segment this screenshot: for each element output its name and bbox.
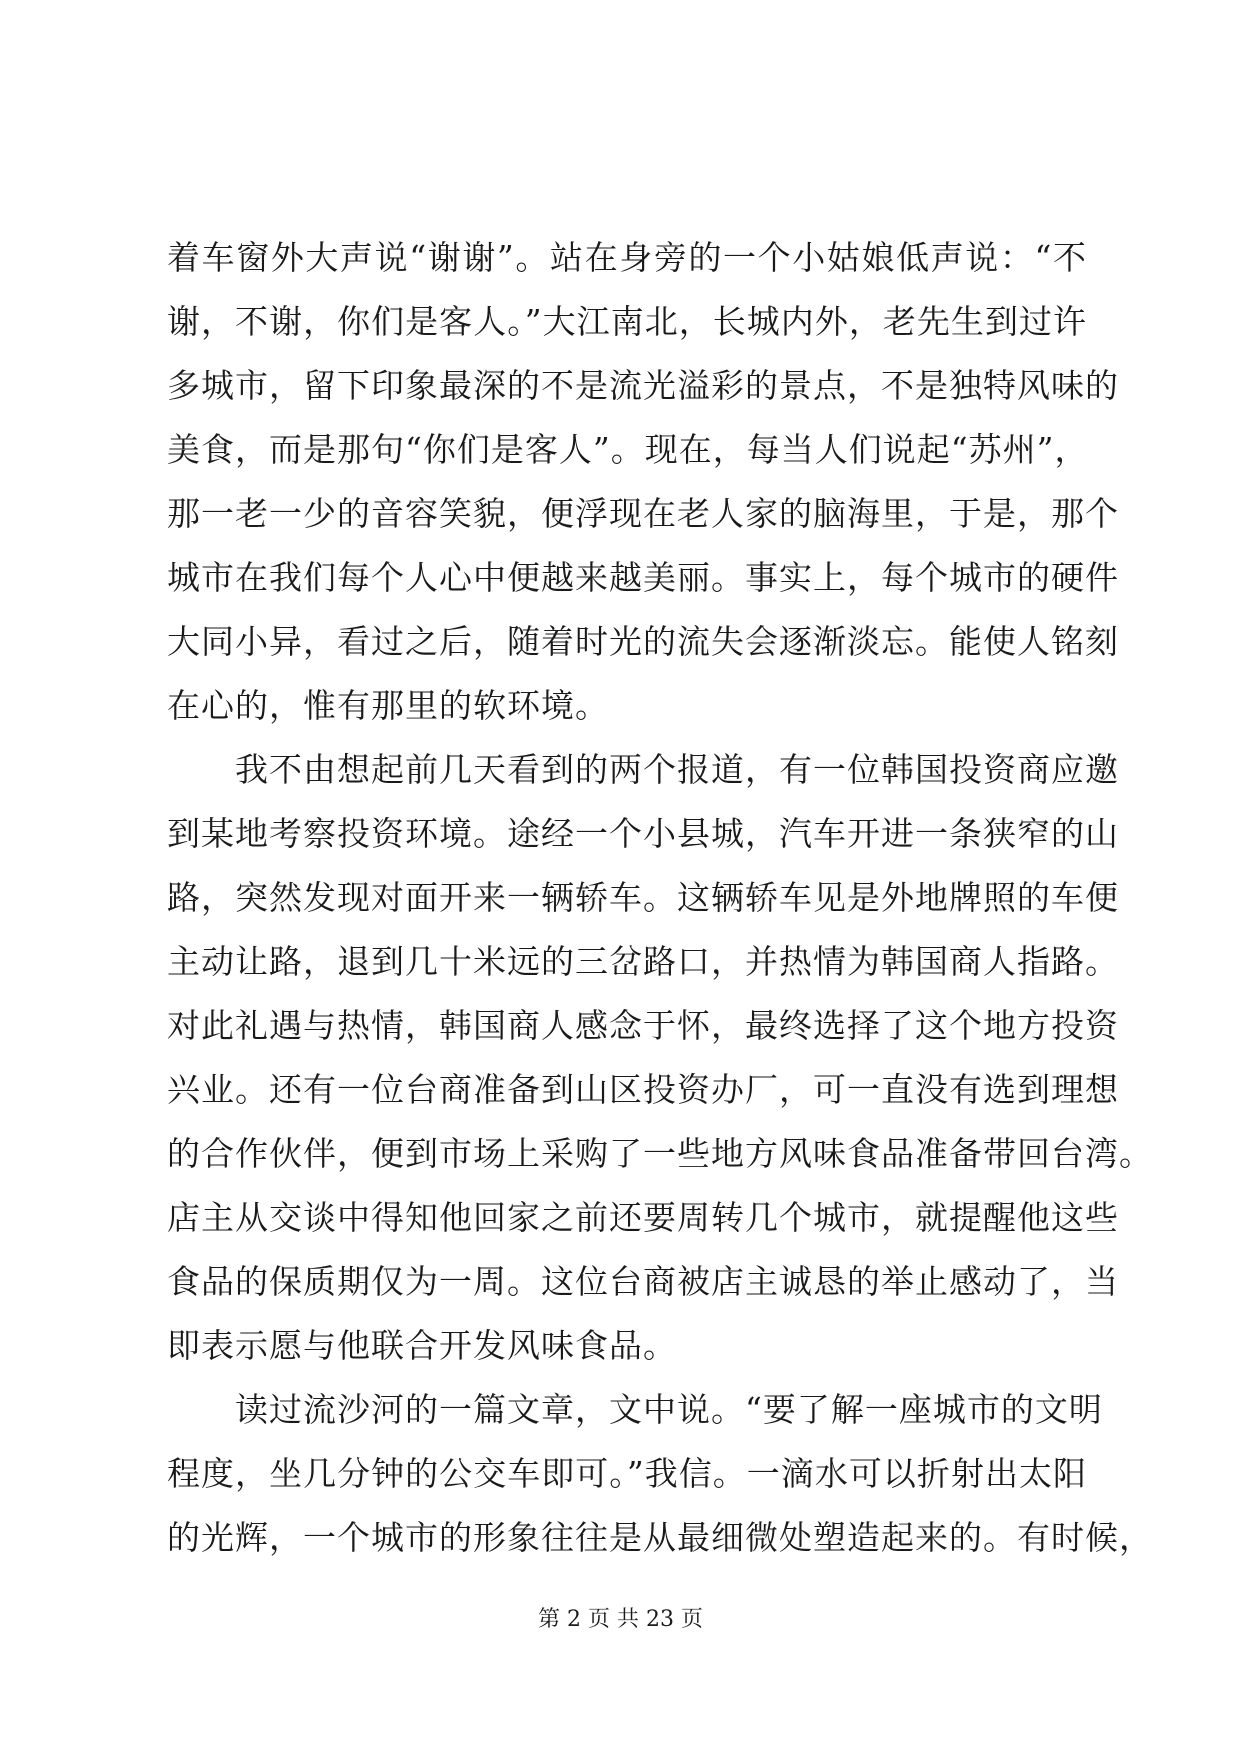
text-line: 主动让路，退到几十米远的三岔路口，并热情为韩国商人指路。 — [167, 942, 1119, 981]
text-line: 对此礼遇与热情，韩国商人感念于怀，最终选择了这个地方投资 — [167, 1006, 1119, 1045]
text-line: 兴业。还有一位台商准备到山区投资办厂，可一直没有选到理想 — [167, 1070, 1119, 1109]
text-line: 谢，不谢，你们是客人。”大江南北，长城内外，老先生到过许 — [167, 302, 1087, 341]
text-line: 那一老一少的音容笑貌，便浮现在老人家的脑海里，于是，那个 — [167, 494, 1119, 533]
paragraph-1 — [167, 226, 1119, 738]
text-line: 店主从交谈中得知他回家之前还要周转几个城市，就提醒他这些 — [167, 1198, 1119, 1237]
text-line: 程度，坐几分钟的公交车即可。”我信。一滴水可以折射出太阳 — [167, 1454, 1087, 1493]
text-line: 的合作伙伴，便到市场上采购了一些地方风味食品准备带回台湾。 — [167, 1134, 1153, 1173]
text-line: 食品的保质期仅为一周。这位台商被店主诚恳的举止感动了，当 — [167, 1262, 1119, 1301]
text-line: 在心的，惟有那里的软环境。 — [167, 686, 609, 725]
paragraph-2 — [167, 738, 1153, 1378]
text-line: 路，突然发现对面开来一辆轿车。这辆轿车见是外地牌照的车便 — [167, 878, 1119, 917]
text-line: 到某地考察投资环境。途经一个小县城，汽车开进一条狭窄的山 — [167, 814, 1119, 853]
paragraph-3 — [167, 1378, 1153, 1570]
text-line: 读过流沙河的一篇文章，文中说。“要了解一座城市的文明 — [235, 1390, 1103, 1429]
text-line: 美食，而是那句“你们是客人”。现在，每当人们说起“苏州”， — [167, 430, 1089, 469]
page-footer — [0, 1605, 1241, 1635]
body-text — [167, 226, 1153, 1570]
text-line: 城市在我们每个人心中便越来越美丽。事实上，每个城市的硬件 — [167, 558, 1119, 597]
page-number: 第 2 页 共 23 页 — [538, 1607, 703, 1632]
text-line: 的光辉，一个城市的形象往往是从最细微处塑造起来的。有时候， — [167, 1518, 1153, 1557]
text-line: 即表示愿与他联合开发风味食品。 — [167, 1326, 677, 1365]
text-line: 我不由想起前几天看到的两个报道，有一位韩国投资商应邀 — [235, 750, 1119, 789]
text-line: 着车窗外大声说“谢谢”。站在身旁的一个小姑娘低声说：“不 — [167, 238, 1087, 277]
text-line: 大同小异，看过之后，随着时光的流失会逐渐淡忘。能使人铭刻 — [167, 622, 1119, 661]
text-line: 多城市，留下印象最深的不是流光溢彩的景点，不是独特风味的 — [167, 366, 1119, 405]
